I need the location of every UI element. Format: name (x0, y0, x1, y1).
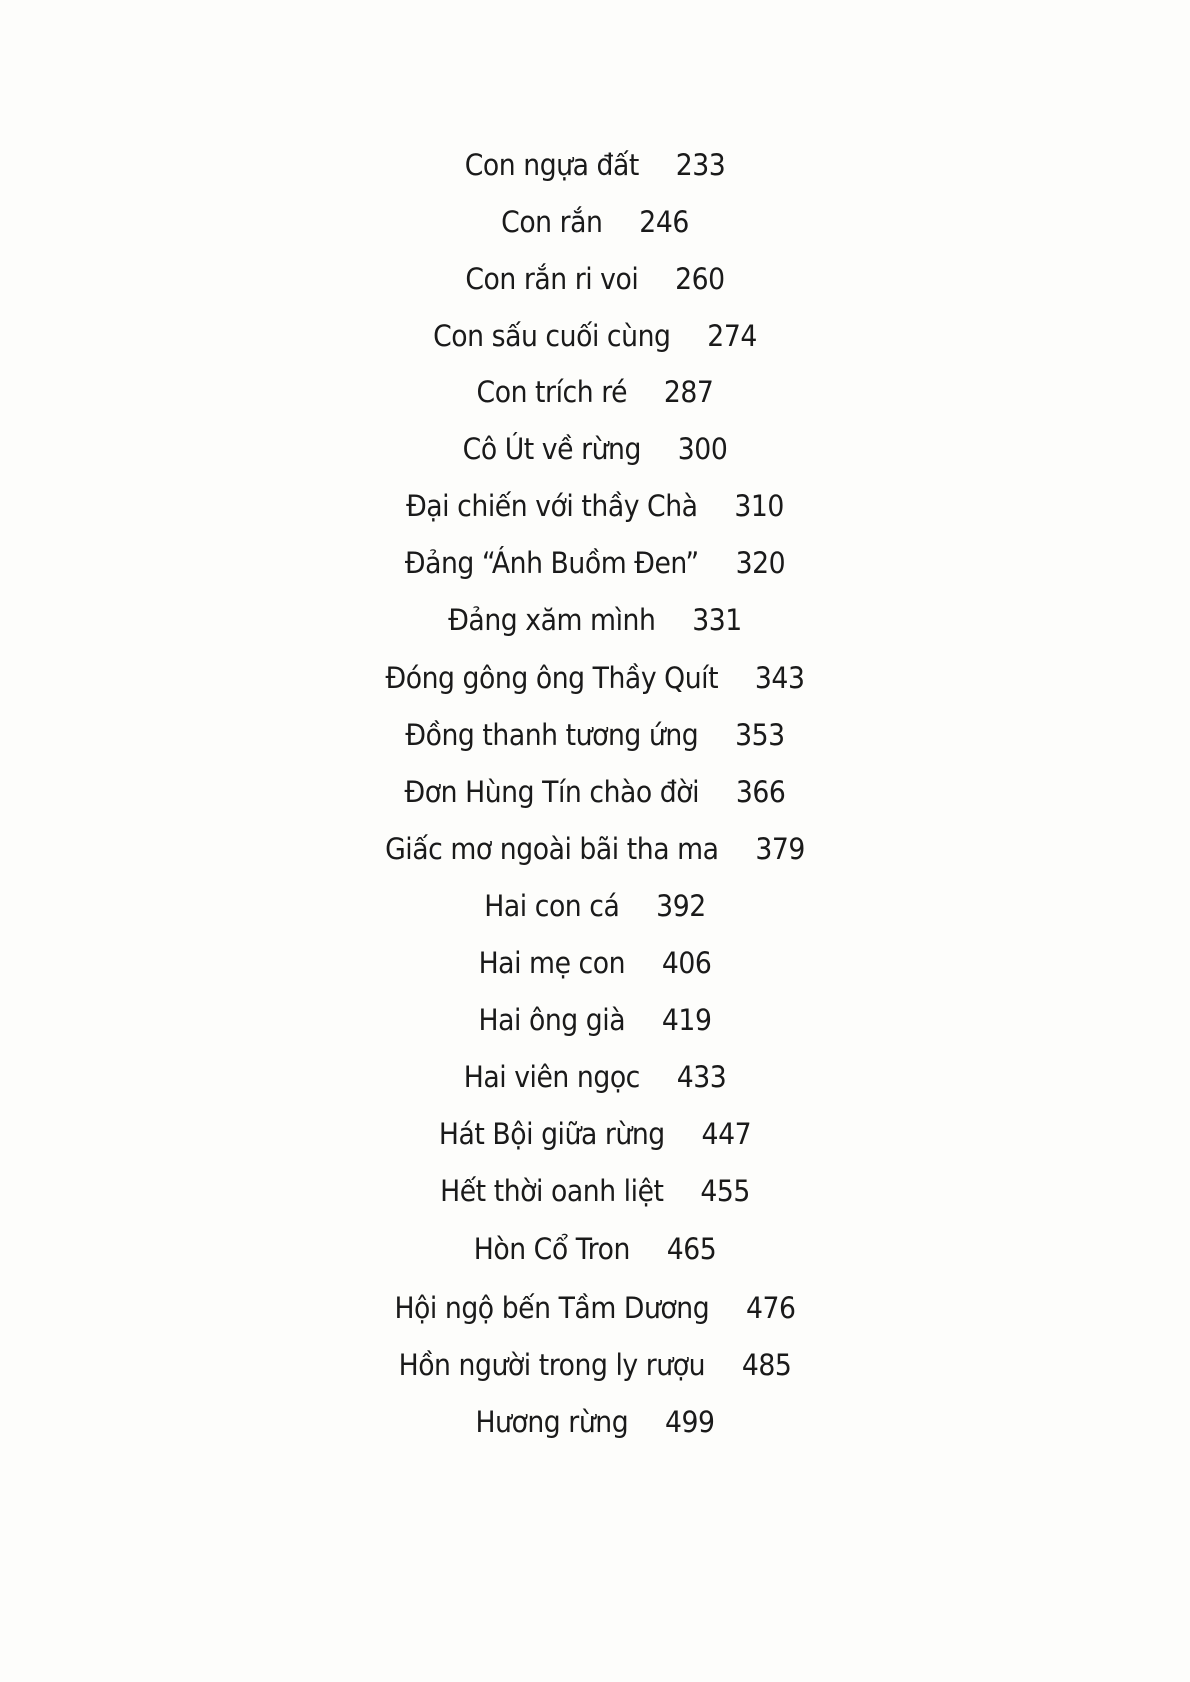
toc-entry-page: 455 (700, 1174, 750, 1208)
toc-entry-title: Hát Bội giữa rừng (438, 1117, 665, 1151)
toc-entry-page: 419 (661, 1003, 712, 1037)
toc-entry-title: Hai viên ngọc (463, 1060, 640, 1094)
toc-entry-page: 300 (677, 432, 728, 466)
toc-entry-title: Đóng gông ông Thầy Quít (385, 661, 719, 695)
toc-entry-page: 392 (656, 889, 706, 923)
toc-entry-page: 233 (675, 148, 726, 182)
toc-entry (48, 488, 1143, 524)
toc-entry-page: 485 (741, 1348, 792, 1382)
toc-entry-page: 476 (745, 1291, 796, 1325)
toc-entry-page: 343 (754, 661, 805, 695)
toc-entry-page: 465 (666, 1232, 717, 1266)
toc-entry (48, 1347, 1143, 1383)
toc-entry-title: Hai con cá (484, 889, 620, 923)
toc-entry-title: Con sấu cuối cùng (433, 319, 671, 353)
toc-entry-page: 331 (692, 603, 742, 637)
toc-entry-title: Đại chiến với thầy Chà (406, 489, 698, 523)
toc-entry (48, 1002, 1143, 1038)
toc-entry (48, 1059, 1143, 1095)
toc-entry (48, 1404, 1143, 1440)
toc-entry-page: 406 (661, 946, 712, 980)
toc-entry (48, 717, 1143, 753)
toc-entry-page: 310 (734, 489, 784, 523)
toc-entry-page: 366 (735, 775, 786, 809)
toc-entry-page: 287 (663, 375, 714, 409)
toc-entry-title: Con rắn (501, 205, 603, 239)
toc-entry-title: Hương rừng (475, 1405, 629, 1439)
toc-entry-page: 499 (664, 1405, 715, 1439)
toc-entry-title: Đồng thanh tương ứng (405, 718, 699, 752)
toc-entry-title: Hai ông già (478, 1003, 626, 1037)
toc-entry-page: 353 (735, 718, 785, 752)
toc-entry (48, 1116, 1143, 1152)
toc-entry-title: Con rắn ri voi (465, 262, 639, 296)
toc-entry (48, 831, 1143, 867)
toc-entry-title: Giấc mơ ngoài bãi tha ma (385, 832, 719, 866)
toc-entry-page: 246 (639, 205, 689, 239)
toc-entry (48, 945, 1143, 981)
toc-entry (48, 1290, 1143, 1326)
toc-entry-page: 260 (675, 262, 725, 296)
toc-entry-page: 447 (701, 1117, 752, 1151)
toc-entry-title: Đảng xăm mình (448, 603, 656, 637)
toc-entry-title: Hội ngộ bến Tầm Dương (394, 1291, 710, 1325)
toc-entry-title: Con ngựa đất (464, 148, 639, 182)
toc-entry-title: Hòn Cổ Tron (473, 1232, 630, 1266)
toc-entry (48, 660, 1143, 696)
toc-entry (48, 261, 1143, 297)
toc-entry-title: Hết thời oanh liệt (440, 1174, 664, 1208)
toc-entry-title: Đảng “Ánh Buồm Đen” (404, 546, 699, 580)
toc-entry-title: Đơn Hùng Tín chào đời (404, 775, 700, 809)
toc-entry-title: Hai mẹ con (478, 946, 626, 980)
toc-entry-page: 274 (707, 319, 757, 353)
toc-entry-title: Cô Út về rừng (462, 432, 641, 466)
toc-entry (48, 888, 1143, 924)
toc-entry (48, 545, 1143, 581)
toc-entry-page: 379 (755, 832, 805, 866)
toc-entry-page: 433 (676, 1060, 727, 1094)
toc-entry (48, 431, 1143, 467)
toc-entry-page: 320 (735, 546, 786, 580)
toc-entry (48, 374, 1143, 410)
toc-entry (48, 774, 1143, 810)
toc-entry (48, 204, 1143, 240)
toc-entry (48, 147, 1143, 183)
toc-entry (48, 318, 1143, 354)
toc-entry (48, 602, 1143, 638)
toc-entry-title: Con trích ré (476, 375, 628, 409)
toc-entry-title: Hồn người trong ly rượu (398, 1348, 706, 1382)
toc-entry (48, 1173, 1143, 1209)
toc-entry (48, 1231, 1143, 1267)
